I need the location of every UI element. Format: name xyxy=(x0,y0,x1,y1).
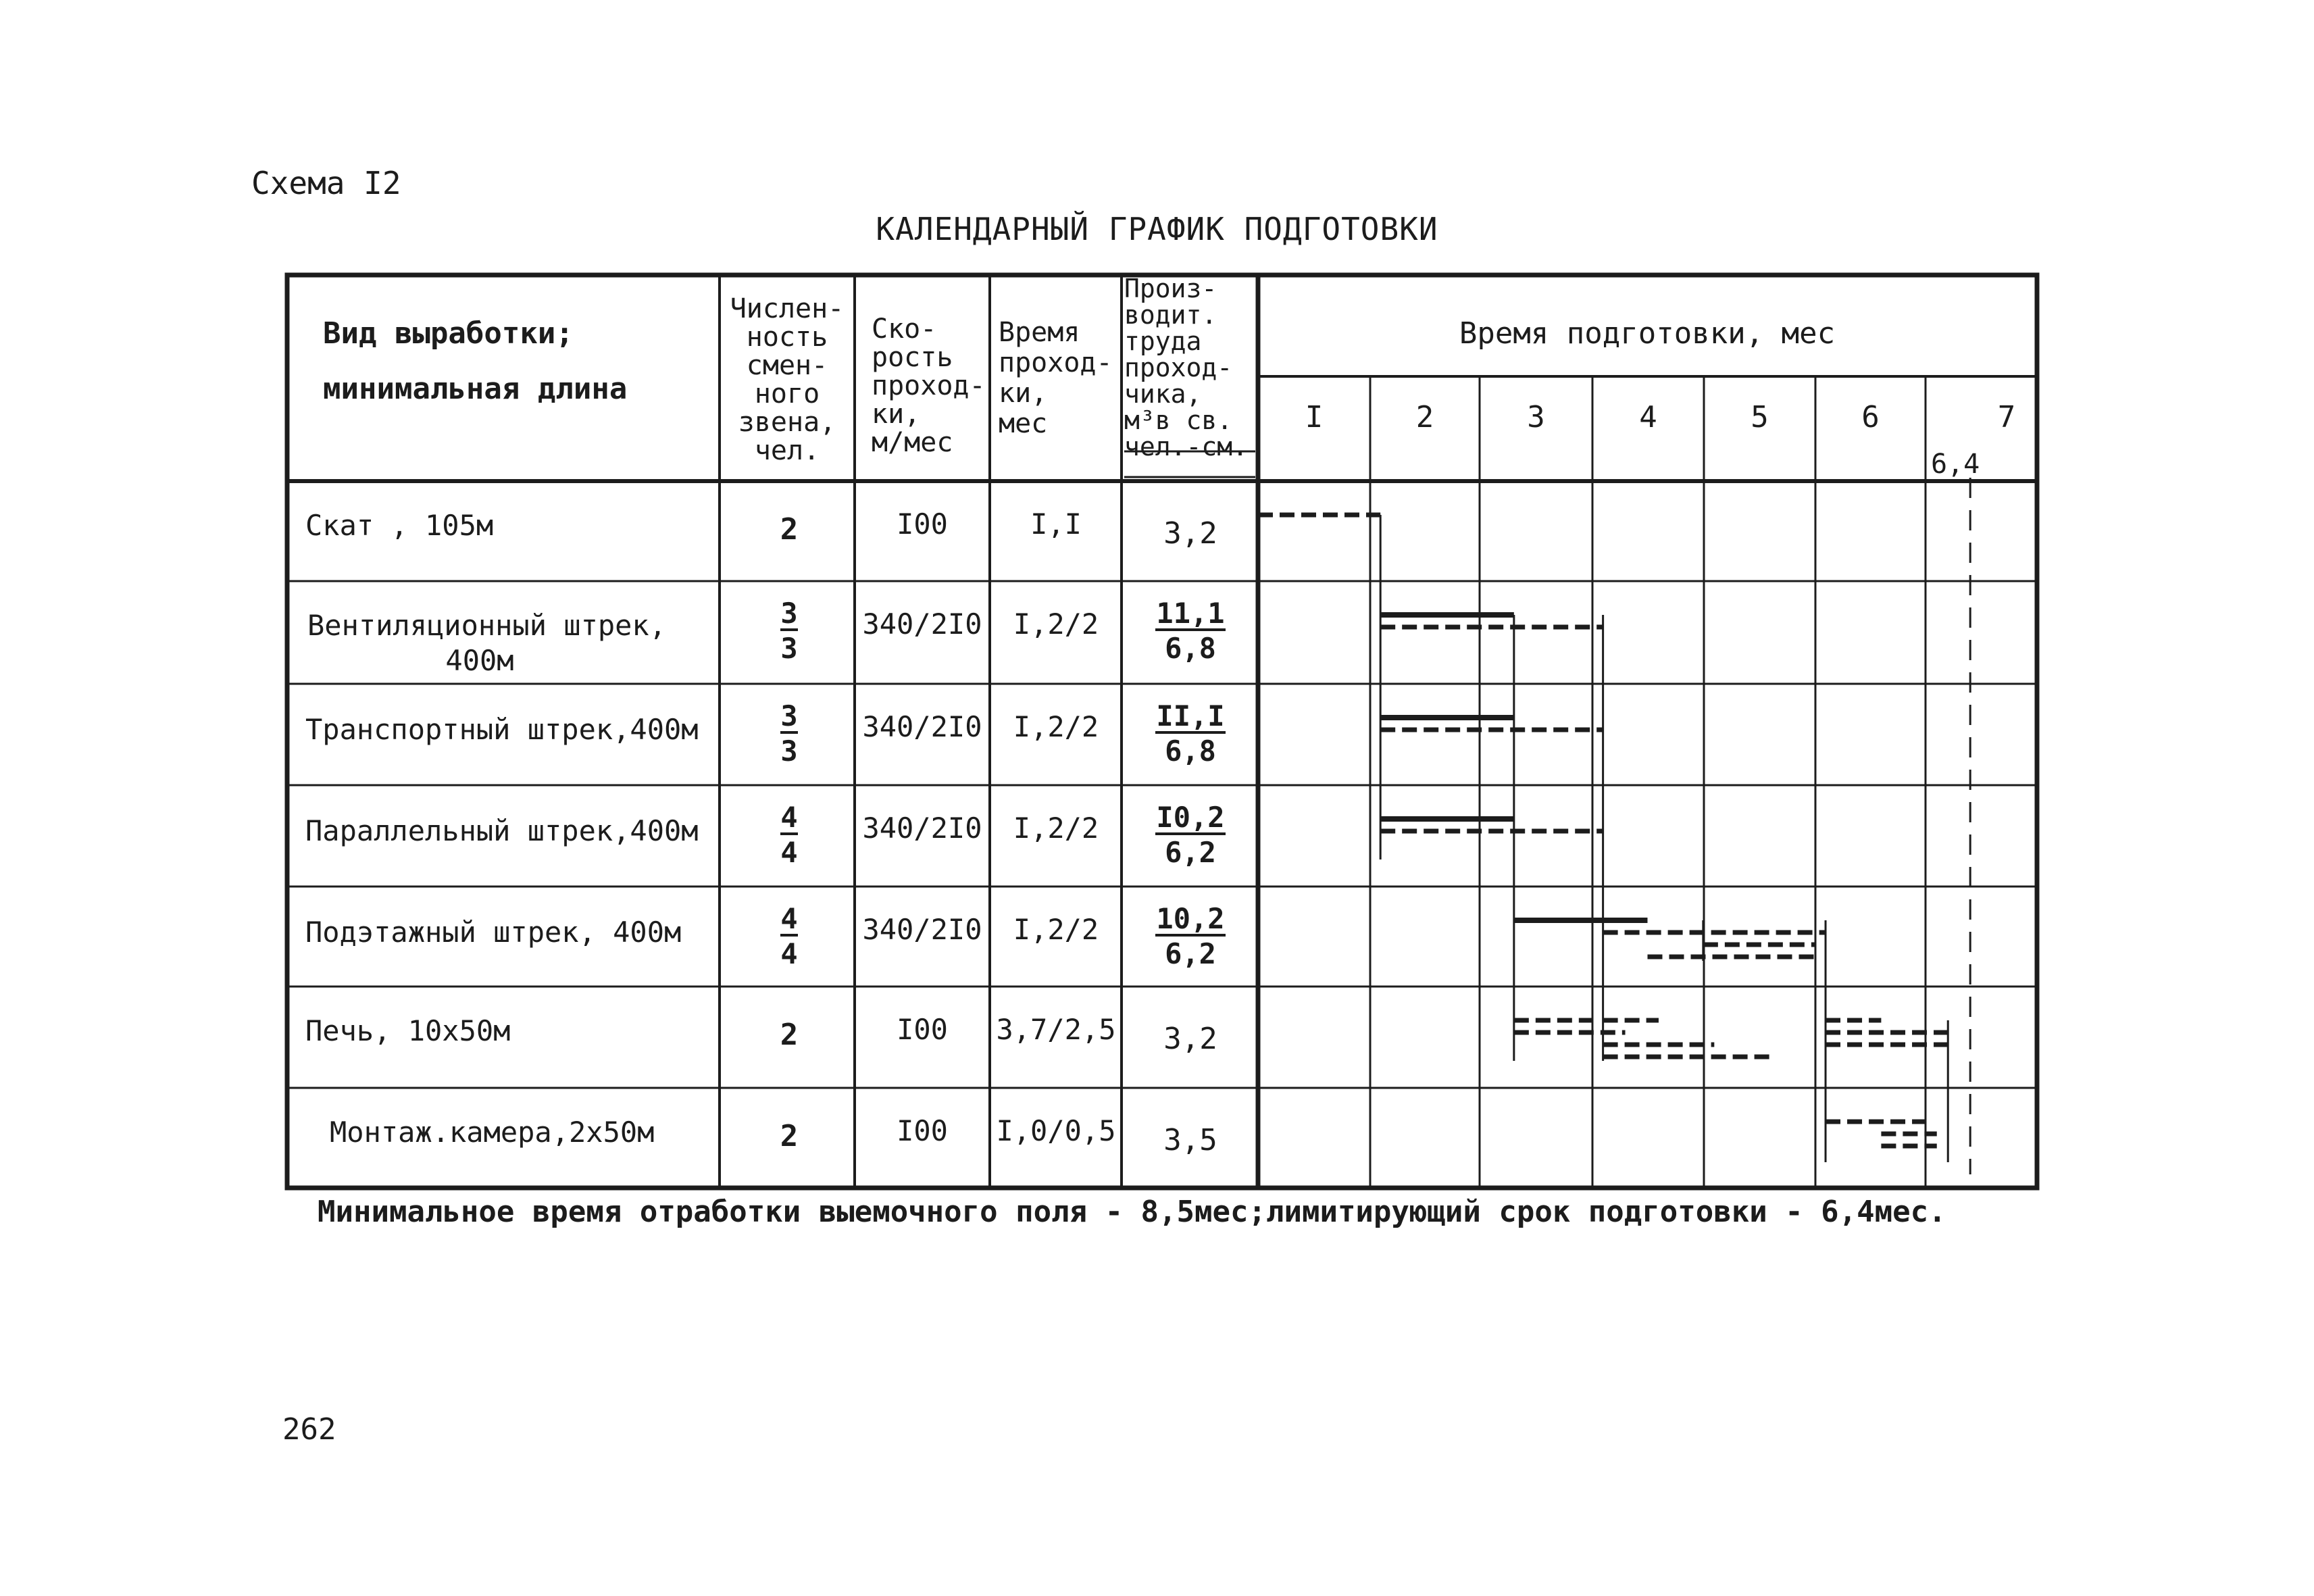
row-productivity: 3,2 xyxy=(1163,516,1217,551)
row-productivity-den: 6,2 xyxy=(1165,836,1216,869)
header-crew: Числен- xyxy=(730,293,845,324)
row-productivity: 3,5 xyxy=(1163,1123,1217,1157)
row-crew: 2 xyxy=(780,512,799,547)
row-productivity-num: I0,2 xyxy=(1156,801,1225,834)
row-crew-num: 3 xyxy=(780,699,798,732)
row-crew-den: 3 xyxy=(780,632,798,665)
footer-note: Минимальное время отработки выемочного поля - 8,5мес;лимитирующий срок подготовки - 6,4мес. xyxy=(318,1195,1946,1229)
row-time: 3,7/2,5 xyxy=(996,1013,1116,1046)
limit-marker-label: 6,4 xyxy=(1931,449,1980,480)
header-productivity: чел.-см. xyxy=(1124,432,1249,462)
row-productivity-den: 6,8 xyxy=(1165,632,1216,665)
row-name: Печь, 10х50м xyxy=(305,1014,511,1047)
row-crew-num: 4 xyxy=(780,902,798,935)
month-label: 2 xyxy=(1415,400,1434,434)
page-number: 262 xyxy=(282,1412,336,1447)
header-productivity: труда xyxy=(1124,326,1202,356)
row-name: Транспортный штрек,400м xyxy=(305,713,699,746)
header-crew: ного xyxy=(754,378,820,409)
header-time: ки, xyxy=(999,378,1048,409)
row-crew: 2 xyxy=(780,1018,799,1052)
row-productivity-den: 6,8 xyxy=(1165,734,1216,768)
month-label: 6 xyxy=(1861,400,1880,434)
month-label: 4 xyxy=(1639,400,1657,434)
row-time: I,2/2 xyxy=(1013,607,1099,641)
table-cells xyxy=(305,274,2015,1157)
header-time: мес xyxy=(999,408,1048,439)
row-name: 400м xyxy=(445,644,514,677)
row-speed: I00 xyxy=(897,1114,948,1147)
header-speed: ки, xyxy=(872,399,921,430)
header-productivity: чика, xyxy=(1124,379,1202,409)
row-speed: 340/2I0 xyxy=(862,812,982,845)
header-speed: Ско- xyxy=(872,314,937,345)
row-productivity-num: 10,2 xyxy=(1156,902,1225,935)
row-speed: I00 xyxy=(897,1013,948,1046)
row-crew-den: 3 xyxy=(780,734,798,768)
header-work-type: минимальная длина xyxy=(323,372,628,406)
row-speed: I00 xyxy=(897,507,948,541)
header-crew: ность xyxy=(746,322,828,353)
month-label: 5 xyxy=(1751,400,1769,434)
row-name: Подэтажный штрек, 400м xyxy=(305,916,682,949)
row-productivity-den: 6,2 xyxy=(1165,937,1216,970)
row-name: Вентиляционный штрек, xyxy=(307,609,667,642)
row-crew: 2 xyxy=(780,1119,799,1153)
header-productivity: проход- xyxy=(1124,353,1233,382)
header-speed: м/мес xyxy=(872,427,953,458)
header-productivity: Произ- xyxy=(1124,274,1217,303)
header-work-type: Вид выработки; xyxy=(323,316,574,351)
row-crew-den: 4 xyxy=(780,937,798,970)
row-name: Параллельный штрек,400м xyxy=(305,814,699,847)
row-time: I,2/2 xyxy=(1013,913,1099,946)
row-name: Скат , 105м xyxy=(305,509,494,542)
month-label: I xyxy=(1305,400,1324,434)
header-time: проход- xyxy=(999,347,1113,378)
header-prep-time: Время подготовки, мес xyxy=(1459,316,1836,351)
row-productivity-num: II,I xyxy=(1156,699,1225,732)
header-speed: рость xyxy=(872,342,953,373)
row-time: I,2/2 xyxy=(1013,710,1099,743)
row-productivity-num: 11,1 xyxy=(1156,597,1225,630)
row-time: I,I xyxy=(1030,507,1082,541)
row-time: I,2/2 xyxy=(1013,812,1099,845)
header-crew: чел. xyxy=(754,435,820,466)
schema-label: Схема I2 xyxy=(251,165,401,201)
row-crew-num: 4 xyxy=(780,801,798,834)
month-label: 3 xyxy=(1527,400,1545,434)
header-productivity: м³в св. xyxy=(1124,405,1233,435)
gantt-chart xyxy=(1258,478,1970,1174)
row-speed: 340/2I0 xyxy=(862,913,982,946)
document-title: КАЛЕНДАРНЫЙ ГРАФИК ПОДГОТОВКИ xyxy=(876,211,1438,247)
header-crew: смен- xyxy=(746,350,828,381)
row-crew-num: 3 xyxy=(780,597,798,630)
row-speed: 340/2I0 xyxy=(862,607,982,641)
header-time: Время xyxy=(999,317,1080,348)
header-speed: проход- xyxy=(872,370,986,401)
header-crew: звена, xyxy=(738,407,836,438)
header-productivity: водит. xyxy=(1124,300,1217,330)
month-label: 7 xyxy=(1997,400,2016,434)
row-time: I,0/0,5 xyxy=(996,1114,1116,1147)
row-productivity: 3,2 xyxy=(1163,1022,1217,1056)
row-speed: 340/2I0 xyxy=(862,710,982,743)
row-crew-den: 4 xyxy=(780,836,798,869)
row-name: Монтаж.камера,2х50м xyxy=(330,1116,655,1149)
